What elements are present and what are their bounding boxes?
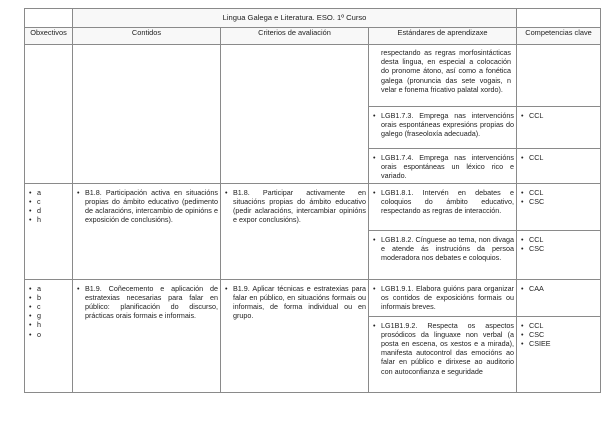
criteria-text: • B1.9. Aplicar técnicas e estratexias para falar en público, en situacións formais ou informais, de forma individual ou en grupo. — [225, 284, 366, 321]
competence-item: • CCL — [521, 111, 598, 120]
header-objectives: Obxectivos — [25, 28, 73, 45]
contents-cell — [73, 45, 221, 184]
objective-item: • c — [29, 197, 70, 206]
standard-text: • LGB1.7.3. Emprega nas intervencións orais espontáneas expresións propias do galego (fraseoloxía adecuada). — [373, 111, 514, 139]
standard-text: • LGB1.8.1. Intervén en debates e coloquios do ámbito educativo, respectando as regras de interacción. — [373, 188, 514, 216]
objective-item: • c — [29, 302, 70, 311]
header-standards: Estándares de aprendizaxe — [369, 28, 517, 45]
objectives-cell — [25, 45, 73, 184]
standard-text: • LGB1.7.4. Emprega nas intervencións orais espontáneas un léxico rico e variado. — [373, 153, 514, 181]
criteria-cell — [221, 45, 369, 184]
objective-item: • o — [29, 330, 70, 339]
competences-cell — [517, 45, 601, 107]
objective-item: • g — [29, 311, 70, 320]
content-text: • B1.9. Coñecemento e aplicación de estratexias necesarias para falar en público: planificación do discurso, prácticas orais formais e informais. — [77, 284, 218, 321]
competence-item: • CSC — [521, 330, 598, 339]
header-criteria: Criterios de avaliación — [221, 28, 369, 45]
standard-text: • LG1B1.9.2. Respecta os aspectos prosódicos da linguaxe non verbal (a posta en escena, os xestos e a mirada), manifesta autocontrol das emocións ao falar en público e dirixese ao auditorio con autoconfianza e seguridade — [373, 321, 514, 376]
table-title: Lingua Galega e Literatura. ESO. 1º Curso — [73, 9, 517, 28]
standard-text: • LGB1.9.1. Elabora guións para organizar os contidos de exposicións formais ou informais breves. — [373, 284, 514, 312]
criteria-text: • B1.8. Participar activamente en situacións propias do ámbito educativo (pedir aclaracións, intercambiar opinións e expor conclusións). — [225, 188, 366, 225]
competence-item: • CSIEE — [521, 339, 598, 348]
table-row — [25, 279, 601, 316]
competence-item: • CCL — [521, 188, 598, 197]
objective-item: • a — [29, 188, 70, 197]
standard-text: respectando as regras morfosintácticas desta lingua, en especial a colocación do pronome átono, así como a fonética galega (pronuncia das sete vogais, n velar e fonema fricativo palatal xordo). — [381, 48, 512, 94]
header-contents: Contidos — [73, 28, 221, 45]
header-competences: Competencias clave — [517, 28, 601, 45]
competence-item: • CCL — [521, 321, 598, 330]
competence-item: • CCL — [521, 235, 598, 244]
objective-item: • a — [29, 284, 70, 293]
standard-text: • LGB1.8.2. Cínguese ao tema, non divaga e atende ás instrucións da persoa moderadora nos debates e coloquios. — [373, 235, 514, 263]
competence-item: • CAA — [521, 284, 598, 293]
competence-item: • CCL — [521, 153, 598, 162]
objective-item: • h — [29, 320, 70, 329]
table-row — [25, 45, 601, 107]
curriculum-table — [24, 8, 601, 393]
content-text: • B1.8. Participación activa en situacións propias do ámbito educativo (pedimento de aclaracións, intercambio de opinións e exposición de conclusións). — [77, 188, 218, 225]
competence-item: • CSC — [521, 244, 598, 253]
objective-item: • d — [29, 206, 70, 215]
objective-item: • h — [29, 215, 70, 224]
table-row — [25, 183, 601, 230]
competence-item: • CSC — [521, 197, 598, 206]
objective-item: • b — [29, 293, 70, 302]
